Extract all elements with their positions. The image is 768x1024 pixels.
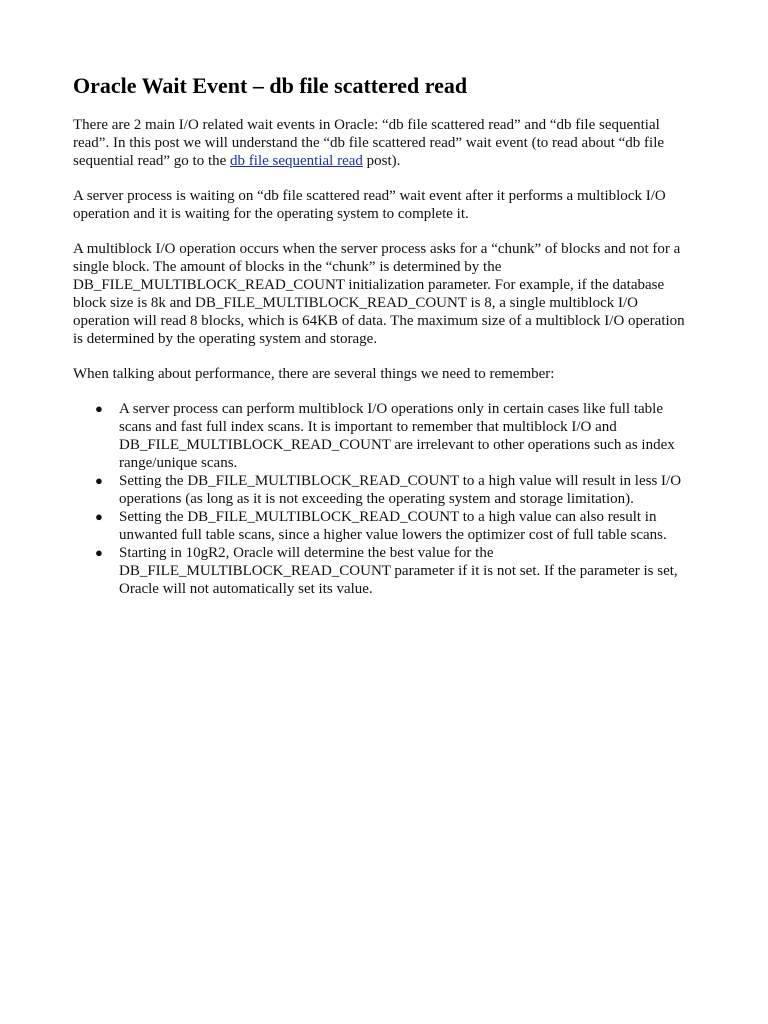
- page-title: Oracle Wait Event – db file scattered read: [73, 73, 468, 98]
- list-item: [95, 472, 693, 508]
- paragraph-multiblock-io: A multiblock I/O operation occurs when the server process asks for a “chunk” of blocks and not for a single block. The amount of blocks in the “chunk” is determined by the DB_FILE_MULTIBLOCK_READ_COUNT initialization parameter. For example, if the database block size is 8k and DB_FILE_MULTIBLOCK_READ_COUNT is 8, a single multiblock I/O operation will read 8 blocks, which is 64KB of data. The maximum size of a multiblock I/O operation is determined by the operating system and storage.: [73, 241, 685, 347]
- list-item: [95, 400, 693, 472]
- list-item: [95, 544, 693, 598]
- document-page: [73, 72, 693, 598]
- list-item-text: Setting the DB_FILE_MULTIBLOCK_READ_COUNT to a high value will result in less I/O operations (as long as it is not exceeding the operating system and storage limitation).: [119, 473, 682, 507]
- bullet-icon: ●: [95, 509, 103, 524]
- paragraph-performance-intro: When talking about performance, there are several things we need to remember:: [73, 366, 555, 382]
- bullet-icon: ●: [95, 401, 103, 416]
- paragraph-scattered-read-wait: A server process is waiting on “db file scattered read” wait event after it performs a multiblock I/O operation and it is waiting for the operating system to complete it.: [73, 188, 666, 222]
- list-item-text: Setting the DB_FILE_MULTIBLOCK_READ_COUNT to a high value can also result in unwanted full table scans, since a higher value lowers the optimizer cost of full table scans.: [119, 509, 667, 543]
- list-item: [95, 508, 693, 544]
- performance-bullet-list: [73, 400, 693, 598]
- intro-paragraph: [73, 116, 693, 170]
- bullet-icon: ●: [95, 473, 103, 488]
- intro-text-after-link: post).: [362, 153, 401, 169]
- list-item-text: Starting in 10gR2, Oracle will determine the best value for the DB_FILE_MULTIBLOCK_READ_COUNT parameter if it is not set. If the parameter is set, Oracle will not automatically set its value.: [119, 545, 678, 597]
- db-file-sequential-read-link[interactable]: db file sequential read: [230, 153, 363, 169]
- intro-text-before-link: There are 2 main I/O related wait events in Oracle: “db file scattered read” and “db file sequential read”. In this post we will understand the “db file scattered read” wait event (to read about “db file sequential read” go to the: [73, 117, 665, 169]
- bullet-icon: ●: [95, 545, 103, 560]
- list-item-text: A server process can perform multiblock I/O operations only in certain cases like full table scans and fast full index scans. It is important to remember that multiblock I/O and DB_FILE_MULTIBLOCK_READ_COUNT are irrelevant to other operations such as index range/unique scans.: [119, 401, 675, 471]
